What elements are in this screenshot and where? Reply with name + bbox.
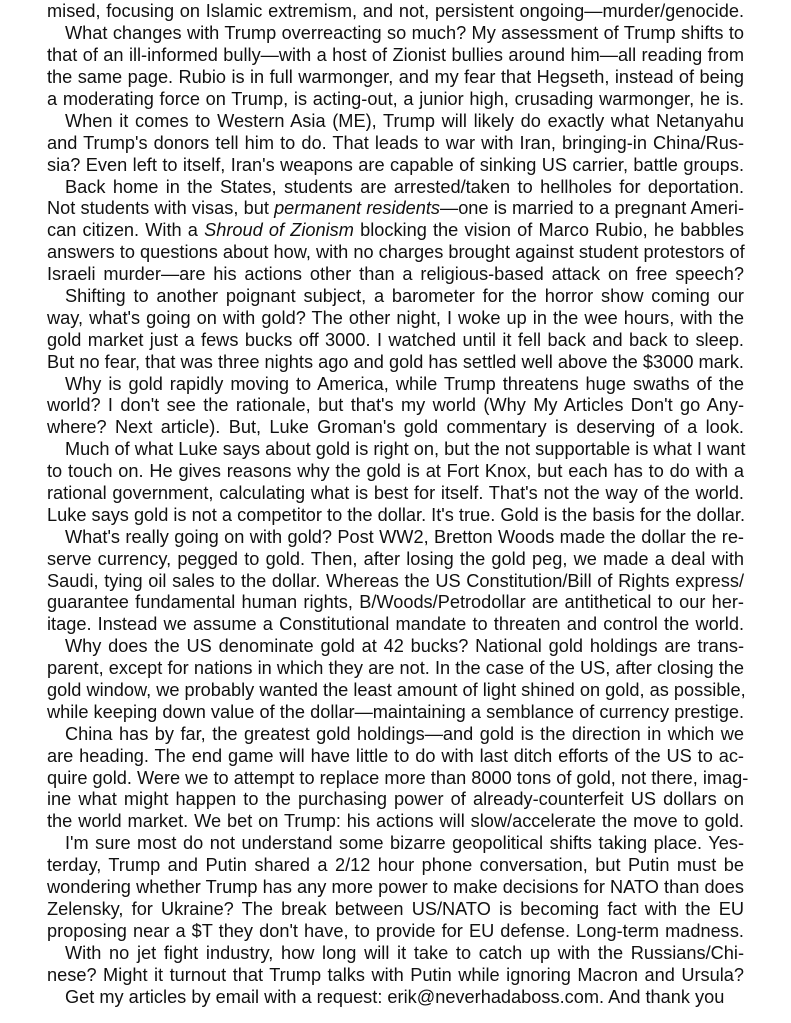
text-line: answers to questions about how, with no charges brought against student protestors of: [47, 242, 745, 262]
text-line: With no jet fight industry, how long will it take to catch up with the Russians/Chi-: [65, 943, 744, 963]
text-line: gold window, we probably wanted the least amount of light shined on gold, as possible,: [47, 680, 746, 700]
text-line: while keeping down value of the dollar—maintaining a semblance of currency prestige.: [47, 702, 744, 722]
text-run: Not students with visas, but: [47, 198, 275, 218]
text-line: But no fear, that was three nights ago and gold has settled well above the $3000 mark.: [47, 352, 744, 372]
text-line: gold market just a fews bucks off 3000. I watched until it fell back and back to sleep.: [47, 330, 744, 350]
text-line: Shifting to another poignant subject, a barometer for the horror show coming our: [65, 286, 744, 306]
text-line: serve currency, pegged to gold. Then, after losing the gold peg, we made a deal with: [47, 549, 744, 569]
text-line: Zelensky, for Ukraine? The break between US/NATO is becoming fact with the EU: [47, 899, 744, 919]
text-line: sia? Even left to itself, Iran's weapons are capable of sinking US carrier, battle groups.: [47, 155, 744, 175]
text-line: Israeli murder—are his actions other than a religious-based attack on free speech?: [47, 264, 744, 284]
text-run: can citizen. With a: [47, 220, 205, 240]
text-line: a moderating force on Trump, is acting-out, a junior high, crusading warmonger, he is.: [47, 89, 744, 109]
text-run: —one is married to a pregnant Ameri-: [440, 198, 744, 218]
text-line: Why does the US denominate gold at 42 bucks? National gold holdings are trans-: [65, 636, 744, 656]
text-line: Much of what Luke says about gold is right on, but the not supportable is what I want: [65, 439, 746, 459]
text-line: Why is gold rapidly moving to America, while Trump threatens huge swaths of the: [65, 374, 744, 394]
text-line: the world market. We bet on Trump: his actions will slow/accelerate the move to gold.: [47, 811, 744, 831]
text-line: rational government, calculating what is best for itself. That's not the way of the world.: [47, 483, 744, 503]
text-line: [47, 198, 744, 220]
emphasis-text: permanent residents: [274, 198, 440, 218]
text-line: Get my articles by email with a request: erik@neverhadaboss.com. And thank you: [65, 987, 725, 1007]
text-line: quire gold. Were we to attempt to replace more than 8000 tons of gold, not there, imag-: [47, 768, 749, 788]
text-line: [47, 220, 744, 242]
text-line: China has by far, the greatest gold holdings—and gold is the direction in which we: [65, 724, 744, 744]
text-line: proposing near a $T they don't have, to provide for EU defense. Long-term madness.: [47, 921, 744, 941]
text-line: parent, except for nations in which they are not. In the case of the US, after closing the: [47, 658, 744, 678]
text-line: What changes with Trump overreacting so much? My assessment of Trump shifts to: [65, 23, 744, 43]
text-line: ine what might happen to the purchasing power of already-counterfeit US dollars on: [47, 789, 744, 809]
text-line: to touch on. He gives reasons why the gold is at Fort Knox, but each has to do with a: [47, 461, 744, 481]
text-line: the same page. Rubio is in full warmonger, and my fear that Hegseth, instead of being: [47, 67, 744, 87]
text-line: way, what's going on with gold? The other night, I woke up in the wee hours, with the: [47, 308, 744, 328]
text-line: are heading. The end game will have little to do with last ditch efforts of the US to ac-: [47, 746, 744, 766]
text-line: where? Next article). But, Luke Groman's gold commentary is deserving of a look.: [47, 417, 744, 437]
text-line: Back home in the States, students are arrested/taken to hellholes for deportation.: [65, 177, 744, 197]
text-line: Saudi, tying oil sales to the dollar. Whereas the US Constitution/Bill of Rights express/: [47, 571, 744, 591]
text-line: world? I don't see the rationale, but that's my world (Why My Articles Don't go Any-: [47, 395, 744, 415]
text-line: and Trump's donors tell him to do. That leads to war with Iran, bringing-in China/Rus-: [47, 133, 744, 153]
emphasis-text: Shroud of Zionism: [204, 220, 354, 240]
text-line: that of an ill-informed bully—with a host of Zionist bullies around him—all reading from: [47, 45, 744, 65]
text-line: What's really going on with gold? Post WW2, Bretton Woods made the dollar the re-: [65, 527, 744, 547]
text-line: terday, Trump and Putin shared a 2/12 hour phone conversation, but Putin must be: [47, 855, 744, 875]
text-line: guarantee fundamental human rights, B/Woods/Petrodollar are antithetical to our her-: [47, 592, 744, 612]
text-line: When it comes to Western Asia (ME), Trump will likely do exactly what Netanyahu: [65, 111, 744, 131]
text-line: itage. Instead we assume a Constitutional mandate to threaten and control the world.: [47, 614, 744, 634]
text-line: I'm sure most do not understand some bizarre geopolitical shifts taking place. Yes-: [65, 833, 744, 853]
text-run: blocking the vision of Marco Rubio, he babbles: [353, 220, 744, 240]
text-line: wondering whether Trump has any more power to make decisions for NATO than does: [47, 877, 744, 897]
text-line: nese? Might it turnout that Trump talks with Putin while ignoring Macron and Ursula?: [47, 965, 744, 985]
text-line: mised, focusing on Islamic extremism, and not, persistent ongoing—murder/genocide.: [47, 1, 744, 21]
text-line: Luke says gold is not a competitor to the dollar. It's true. Gold is the basis for the dollar.: [47, 505, 745, 525]
